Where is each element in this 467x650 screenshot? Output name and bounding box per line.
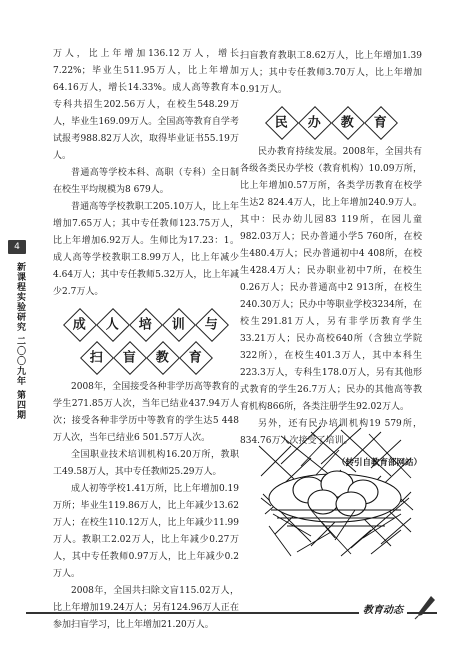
paragraph: 普通高等学校教职工205.10万人，比上年增加7.65万人；其中专任教师123.75万人，比上年增加6.92万人。生师比为17.23：1。成人高等学校教职工8.99万人，比上年减少4.64万人；其中专任教师5.32万人，比上年减少2.7万人。 [53, 202, 239, 297]
section-heading-adult-training [53, 313, 239, 337]
heading-char-box: 教 [146, 341, 180, 375]
footer-section-label: 教育动态 [359, 601, 407, 616]
right-column [240, 48, 422, 468]
heading-char-box: 盲 [113, 341, 147, 375]
heading-char-box: 育 [179, 341, 213, 375]
paragraph: 成人初等学校1.41万所，比上年增加0.19万所；毕业生119.86万人，比上年减少13.62万人；在校生110.12万人，比上年减少11.99万人。教职工2.02万人，比上年减少0.27万人，其中专任教师0.97万人，比上年减少0.2万人。 [53, 484, 239, 579]
paragraph: 全国职业技术培训机构16.20万所，教职工49.58万人，其中专任教师25.29万人。 [53, 450, 239, 477]
source-citation: （转引自教育部网站） [336, 458, 422, 468]
page-number: 4 [8, 240, 26, 254]
fountain-pen-icon [413, 594, 437, 620]
paragraph: 扫盲教育教职工8.62万人，比上年增加1.39万人；其中专任教师3.70万人，比上年增加0.91万人。 [240, 51, 422, 95]
heading-char-box: 民 [265, 106, 299, 140]
heading-char-box: 培 [129, 308, 163, 342]
paragraph: 万人，比上年增加136.12万人，增长7.22%；毕业生511.95万人，比上年增加64.16万人，增长14.33%。成人高等教育本专科共招生202.56万人，在校生548.29万人，毕业生169.09万人。全国高等教育自学考试报考988.82万人次，取得毕业证书55.19万人。 [53, 49, 239, 161]
heading-char-box: 人 [96, 308, 130, 342]
section-heading-private-education [240, 111, 422, 135]
bird-nest-illustration [251, 406, 419, 574]
heading-char-box: 扫 [80, 341, 114, 375]
paragraph: 普通高等学校本科、高职（专科）全日制在校生平均规模为8 679人。 [53, 168, 239, 195]
heading-char-box: 训 [162, 308, 196, 342]
heading-char-box: 育 [364, 106, 398, 140]
section-heading-literacy [53, 346, 239, 370]
heading-char-box: 教 [331, 106, 365, 140]
heading-char-box: 与 [195, 308, 229, 342]
heading-char-box: 成 [63, 308, 97, 342]
paragraph: 民办教育持续发展。2008年，全国共有各级各类民办学校（教育机构）10.09万所，比上年增加0.57万所，各类学历教育在校学生达2 824.4万人，比上年增加240.9万人。其中：民办幼儿园83 119所，在园儿童982.03万人；民办普通小学5 760所，在校生480.4万人；民办普通初中4 408所，在校生428.4万人；民办职业初中7所，在校生0.26万人；民办普通高中2 913所，在校生240.30万人；民办中等职业学校3234所，在校生291.81万人，另有非学历教育学生33.21万人；民办高校640所（含独立学院322所），在校生401.3万人，其中本科生223.3万人，专科生178.0万人，另有其他形式教育的学生26.7万人；民办的其他高等教育机构866所，各类注册学生92.02万人。 [240, 147, 422, 412]
paragraph: 2008年，全国接受各种非学历高等教育的学生271.85万人次，当年已结业437.94万人次；接受各种非学历中等教育的学生达5 448万人次，当年已结业6 501.57万人次。 [53, 382, 239, 443]
left-column [53, 46, 239, 634]
heading-char-box: 办 [298, 106, 332, 140]
paragraph: 2008年，全国共扫除文盲115.02万人，比上年增加19.24万人；另有124.96万人正在参加扫盲学习，比上年增加21.20万人。 [53, 586, 239, 630]
journal-info: 新课程实验研究 二〇〇九年 第四期 [15, 262, 25, 421]
paragraph: 另外，还有民办培训机构19 579所，834.76万人次接受了培训。 [240, 419, 422, 446]
